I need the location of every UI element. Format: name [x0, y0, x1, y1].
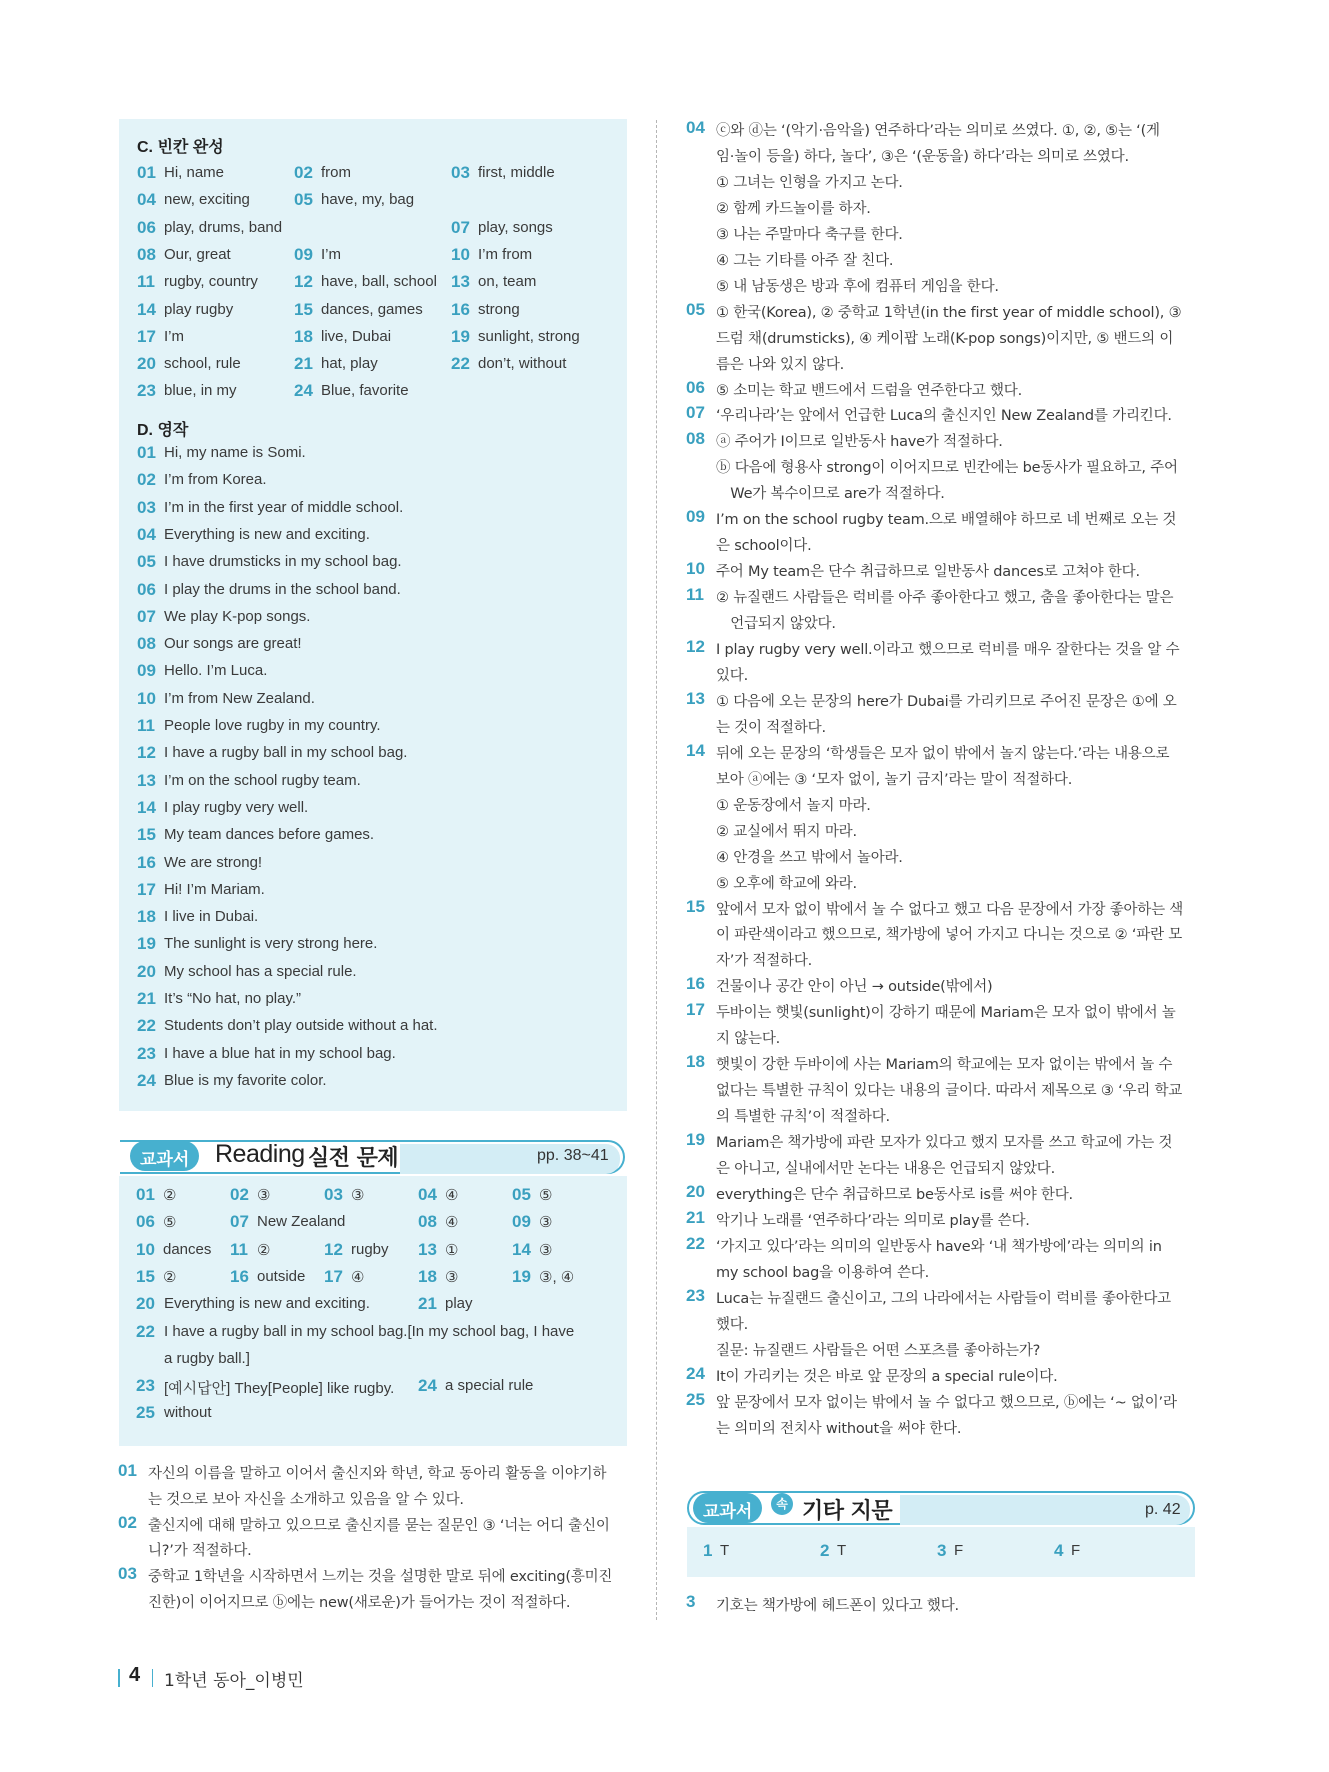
reading-item-answer: ③ — [257, 1187, 271, 1204]
explain-line: 은 school이다. — [716, 538, 812, 555]
c-item-number: 08 — [137, 244, 156, 264]
reading-item-answer-cont: a rugby ball.] — [164, 1349, 250, 1367]
explain-number: 06 — [686, 377, 705, 397]
explain-line: ① 다음에 오는 문장의 here가 Dubai를 가리키므로 주어진 문장은 ①에 오 — [716, 693, 1177, 710]
d-item-sentence: My school has a special rule. — [164, 962, 357, 980]
explain-line: 있다. — [716, 667, 749, 684]
c-item-number: 11 — [137, 272, 155, 292]
reading-item-number: 04 — [418, 1185, 437, 1204]
reading-item-answer: Everything is new and exciting. — [164, 1295, 370, 1313]
c-item-number: 12 — [294, 272, 313, 292]
explain-number: 08 — [686, 429, 705, 449]
reading-item-number: 12 — [324, 1239, 343, 1259]
extra-answer-number: 2 — [820, 1541, 830, 1560]
explain-line: Luca는 뉴질랜드 출신이고, 그의 나라에서는 사람들이 럭비를 좋아한다고 — [716, 1290, 1171, 1307]
c-item-answer: Hi, name — [164, 164, 225, 181]
explain-number: 21 — [686, 1207, 705, 1227]
explain-line: 는 의미의 전치사 without을 써야 한다. — [716, 1420, 962, 1437]
explain-line: 뒤에 오는 문장의 ‘학생들은 모자 없이 밖에서 놀지 않는다.’라는 내용으로 — [716, 745, 1170, 762]
explain-line: ① 운동장에서 놀지 마라. — [716, 797, 871, 814]
d-item-sentence: My team dances before games. — [164, 826, 375, 844]
c-item-number: 20 — [137, 354, 156, 374]
c-item-answer: have, ball, school — [321, 273, 437, 291]
reading-item-number: 13 — [418, 1239, 437, 1259]
c-item-number: 09 — [294, 244, 313, 264]
explain-number: 14 — [686, 740, 705, 760]
d-item-sentence: People love rugby in my country. — [164, 717, 381, 734]
c-item-answer: school, rule — [164, 355, 241, 373]
c-item-number: 13 — [451, 272, 470, 292]
explain-line: 자신의 이름을 말하고 이어서 출신지와 학년, 학교 동아리 활동을 이야기하 — [148, 1466, 607, 1482]
explain-line: 이 파란색이라고 했으므로, 책가방에 넣어 가지고 다니는 것으로 ② ‘파란 모 — [716, 927, 1183, 944]
d-item-number: 18 — [137, 907, 156, 927]
explain-number: 13 — [686, 688, 705, 708]
reading-item-number: 24 — [418, 1376, 437, 1396]
reading-item-answer: ① — [445, 1241, 459, 1259]
d-item-sentence: I have drumsticks in my school bag. — [164, 553, 402, 571]
d-item-number: 11 — [137, 716, 155, 735]
explain-line: I play rugby very well.이라고 했으므로 럭비를 매우 잘한다는 것을 알 수 — [716, 642, 1180, 658]
c-item-answer: have, my, bag — [321, 191, 415, 209]
c-item-number: 05 — [294, 190, 313, 210]
explain-number: 18 — [686, 1052, 705, 1072]
c-item-answer: on, team — [478, 273, 537, 291]
explain-number: 16 — [686, 974, 705, 994]
d-item-sentence: Hello. I’m Luca. — [164, 662, 268, 680]
c-item-number: 01 — [137, 163, 156, 182]
reading-item-answer: ③ — [539, 1241, 553, 1259]
explain-line: It이 가리키는 것은 바로 앞 문장의 a special rule이다. — [716, 1368, 1058, 1385]
explain-line: 지 않는다. — [716, 1031, 781, 1048]
d-item-sentence: I’m on the school rugby team. — [164, 771, 361, 789]
explain-line: 진한)이 이어지므로 ⓑ에는 new(새로운)가 들어가는 것이 적절하다. — [148, 1595, 571, 1611]
explain-number: 22 — [686, 1233, 705, 1253]
reading-item-number: 10 — [136, 1239, 155, 1259]
c-item-number: 22 — [451, 354, 470, 374]
reading-item-answer: ③ — [351, 1187, 365, 1204]
reading-item-answer: New Zealand — [257, 1213, 346, 1231]
extra-note: 기호는 책가방에 헤드폰이 있다고 했다. — [716, 1598, 959, 1614]
explain-number: 19 — [686, 1130, 705, 1150]
explain-number: 01 — [118, 1461, 137, 1480]
reading-item-number: 21 — [418, 1294, 437, 1314]
explain-line: 앞 문장에서 모자 없이는 밖에서 놀 수 없다고 했으므로, ⓑ에는 ‘~ 없이’라 — [716, 1394, 1177, 1411]
d-item-number: 02 — [137, 470, 156, 490]
reading-item-number: 03 — [324, 1185, 343, 1204]
reading-title-ko: 실전 문제 — [308, 1146, 399, 1171]
explain-line: 질문: 뉴질랜드 사람들은 어떤 스포츠를 좋아하는가? — [716, 1342, 1041, 1359]
reading-item-number: 09 — [512, 1212, 531, 1232]
c-item-number: 14 — [137, 299, 156, 319]
c-item-number: 10 — [451, 244, 470, 264]
d-item-number: 14 — [137, 797, 156, 817]
explain-line: ② 교실에서 뛰지 마라. — [716, 823, 857, 840]
explain-line: 의 특별한 규칙’이 적절하다. — [716, 1109, 890, 1126]
c-item-number: 06 — [137, 217, 156, 237]
d-item-sentence: I’m from New Zealand. — [164, 689, 315, 707]
explain-line: 악기나 노래를 ‘연주하다’라는 의미로 play를 쓴다. — [716, 1212, 1030, 1229]
d-item-sentence: Our songs are great! — [164, 635, 302, 653]
reading-item-answer: a special rule — [445, 1377, 534, 1395]
reading-item-answer: ③ — [445, 1268, 459, 1286]
extra-pages: p. 42 — [1145, 1501, 1181, 1518]
reading-item-answer: ② — [163, 1187, 177, 1204]
c-item-answer: rugby, country — [164, 273, 258, 291]
explain-line: 드럼 채(drumsticks), ④ 케이팝 노래(K-pop songs)이지만, ⑤ 밴드의 이 — [716, 330, 1174, 347]
c-item-answer: dances, games — [321, 300, 423, 318]
extra-answer-value: T — [837, 1542, 847, 1559]
explain-line: 는 것이 적절하다. — [716, 719, 826, 736]
extra-answer-value: F — [954, 1542, 964, 1559]
explain-line: everything은 단수 취급하므로 be동사로 is를 써야 한다. — [716, 1186, 1073, 1203]
reading-item-number: 18 — [418, 1266, 437, 1286]
explain-line: 중학교 1학년을 시작하면서 느끼는 것을 설명한 말로 뒤에 exciting(흥미진 — [148, 1569, 613, 1586]
c-item-answer: strong — [478, 300, 520, 318]
reading-item-number: 22 — [136, 1321, 155, 1341]
explain-line: 출신지에 대해 말하고 있으므로 출신지를 묻는 질문인 ③ ‘너는 어디 출신이 — [148, 1517, 610, 1534]
explain-line: ⓑ 다음에 형용사 strong이 이어지므로 빈칸에는 be동사가 필요하고, 주어 — [716, 460, 1178, 477]
explain-line: 앞에서 모자 없이 밖에서 놀 수 없다고 했고 다음 문장에서 가장 좋아하는 색 — [716, 901, 1184, 918]
d-item-number: 08 — [137, 634, 156, 654]
reading-item-answer: [예시답안] They[People] like rugby. — [164, 1380, 395, 1398]
explain-line: ④ 그는 기타를 아주 잘 친다. — [716, 252, 894, 269]
d-item-number: 06 — [137, 579, 156, 599]
d-item-number: 22 — [137, 1016, 156, 1036]
reading-item-number: 02 — [230, 1185, 249, 1204]
explain-number: 09 — [686, 507, 705, 527]
explain-line: ⓐ 주어가 I이므로 일반동사 have가 적절하다. — [716, 434, 1003, 451]
reading-item-number: 07 — [230, 1212, 249, 1232]
explain-line: ① 한국(Korea), ② 중학교 1학년(in the first year of middle school), ③ — [716, 304, 1182, 321]
d-item-number: 05 — [137, 552, 156, 572]
explain-line: my school bag을 이용하여 쓴다. — [716, 1264, 929, 1281]
explain-line: 자’가 적절하다. — [716, 953, 813, 970]
reading-pages: pp. 38~41 — [537, 1147, 609, 1164]
d-item-sentence: I’m from Korea. — [164, 471, 267, 489]
d-item-number: 17 — [137, 879, 156, 899]
d-item-number: 03 — [137, 497, 156, 517]
reading-item-number: 15 — [136, 1266, 155, 1286]
explain-number: 11 — [686, 585, 704, 605]
reading-item-answer: ② — [257, 1241, 271, 1259]
reading-item-number: 25 — [136, 1403, 155, 1423]
d-item-number: 24 — [137, 1070, 156, 1090]
reading-item-answer: outside — [257, 1267, 306, 1285]
explain-line: ② 함께 카드놀이를 하자. — [716, 200, 871, 217]
c-item-answer: sunlight, strong — [478, 327, 580, 345]
explain-line: 은 아니고, 실내에서만 논다는 내용은 언급되지 않았다. — [716, 1161, 1056, 1177]
extra-answer-number: 3 — [937, 1541, 947, 1560]
extra-answer-number: 1 — [703, 1541, 713, 1560]
d-item-sentence: Everything is new and exciting. — [164, 525, 370, 543]
c-item-number: 15 — [294, 299, 313, 319]
reading-item-answer: rugby — [351, 1240, 389, 1258]
d-item-sentence: I have a blue hat in my school bag. — [164, 1044, 396, 1062]
reading-item-number: 23 — [136, 1376, 155, 1396]
reading-item-number: 08 — [418, 1212, 437, 1232]
d-item-sentence: It’s “No hat, no play.” — [164, 990, 302, 1007]
explain-line: ④ 안경을 쓰고 밖에서 놀아라. — [716, 849, 903, 866]
c-item-answer: don’t, without — [478, 355, 567, 373]
reading-item-answer: ④ — [445, 1187, 459, 1204]
d-item-sentence: I have a rugby ball in my school bag. — [164, 744, 408, 762]
d-item-number: 04 — [137, 524, 156, 544]
c-item-number: 02 — [294, 163, 313, 182]
c-item-answer: play rugby — [164, 300, 234, 318]
d-item-number: 19 — [137, 934, 156, 954]
explain-number: 03 — [118, 1564, 137, 1584]
c-item-number: 16 — [451, 299, 470, 319]
explain-line: ⑤ 소미는 학교 밴드에서 드럼을 연주한다고 했다. — [716, 382, 1022, 399]
explain-line: ‘가지고 있다’라는 의미의 일반동사 have와 ‘내 책가방에’라는 의미의 in — [716, 1238, 1162, 1255]
reading-item-answer: ④ — [351, 1268, 365, 1286]
extra-badge-mark — [771, 1493, 793, 1515]
d-item-sentence: I play the drums in the school band. — [164, 580, 401, 598]
extra-note-num: 3 — [686, 1592, 696, 1611]
explain-line: I’m on the school rugby team.으로 배열해야 하므로 네 번째로 오는 것 — [716, 512, 1177, 529]
explain-line: ⓒ와 ⓓ는 ‘(악기·음악을) 연주하다’라는 의미로 쓰였다. ①, ②, ⑤는 ‘(게 — [716, 123, 1160, 139]
explain-line: 임·놀이 등을) 하다, 놀다’, ③은 ‘(운동을) 하다’라는 의미로 쓰였다. — [716, 148, 1129, 165]
explain-line: Mariam은 책가방에 파란 모자가 있다고 했지 모자를 쓰고 학교에 가는 것 — [716, 1135, 1173, 1152]
explain-line: 없다는 특별한 규칙이 있다는 내용의 글이다. 따라서 제목으로 ③ ‘우리 학교 — [716, 1083, 1183, 1100]
c-item-number: 07 — [451, 217, 470, 237]
d-item-sentence: Hi! I’m Mariam. — [164, 880, 265, 898]
c-item-answer: first, middle — [478, 164, 555, 181]
explain-number: 02 — [118, 1512, 137, 1532]
reading-item-answer: dances — [163, 1240, 212, 1258]
c-item-answer: play, drums, band — [164, 218, 283, 236]
explain-line: 는 것으로 보아 자신을 소개하고 있음을 알 수 있다. — [148, 1491, 464, 1508]
c-item-number: 23 — [137, 381, 156, 401]
column-divider — [656, 120, 657, 1620]
explain-line: ‘우리나라’는 앞에서 언급한 Luca의 출신지인 New Zealand를 가리킨다. — [716, 408, 1172, 425]
c-item-answer: Our, great — [164, 245, 231, 263]
explain-line: 보아 ⓐ에는 ③ ‘모자 없이, 놀기 금지’라는 말이 적절하다. — [716, 771, 1073, 788]
explain-line: ⑤ 내 남동생은 방과 후에 컴퓨터 게임을 한다. — [716, 278, 999, 295]
c-item-number: 03 — [451, 163, 470, 182]
reading-item-answer: ③, ④ — [539, 1268, 575, 1286]
reading-item-number: 05 — [512, 1185, 531, 1204]
explain-number: 12 — [686, 637, 705, 656]
reading-item-number: 16 — [230, 1266, 249, 1286]
explain-number: 04 — [686, 118, 705, 137]
section-d-title: D. 영작 — [137, 422, 189, 439]
footer-label: 1학년 동아_이병민 — [164, 1671, 304, 1691]
c-item-answer: new, exciting — [164, 191, 250, 209]
c-item-answer: I’m — [164, 327, 184, 345]
reading-item-number: 14 — [512, 1239, 531, 1259]
d-item-number: 07 — [137, 606, 156, 626]
explain-line: ⑤ 오후에 학교에 와라. — [716, 875, 857, 892]
d-item-number: 13 — [137, 770, 156, 790]
explain-line: 했다. — [716, 1316, 749, 1333]
reading-item-answer: play — [445, 1295, 473, 1313]
c-item-number: 19 — [451, 326, 470, 346]
d-item-sentence: Students don’t play outside without a hat. — [164, 1017, 438, 1035]
explain-number: 23 — [686, 1285, 705, 1305]
extra-badge-mark-text: 속 — [776, 1497, 788, 1511]
explain-line: 름은 나와 있지 않다. — [716, 356, 845, 373]
explain-number: 07 — [686, 403, 705, 423]
d-item-number: 21 — [137, 989, 156, 1008]
c-item-number: 17 — [137, 326, 156, 346]
reading-title-en: Reading — [215, 1140, 305, 1168]
explain-line: 니?’가 적절하다. — [148, 1543, 252, 1560]
explain-number: 17 — [686, 1000, 705, 1020]
reading-item-answer: without — [164, 1404, 212, 1422]
reading-badge: 교과서 — [130, 1141, 199, 1171]
explain-line: ③ 나는 주말마다 축구를 한다. — [716, 226, 903, 243]
reading-item-answer: ③ — [539, 1214, 553, 1232]
d-item-sentence: We are strong! — [164, 853, 263, 871]
reading-item-answer: ② — [163, 1268, 177, 1286]
d-item-number: 15 — [137, 825, 156, 845]
section-c-title: C. 빈칸 완성 — [137, 139, 224, 156]
c-item-number: 04 — [137, 190, 156, 210]
c-item-answer: I’m — [321, 245, 341, 263]
explain-line: We가 복수이므로 are가 적절하다. — [716, 486, 945, 503]
footer-divider — [152, 1669, 153, 1687]
extra-title: 기타 지문 — [802, 1499, 893, 1524]
explain-number: 05 — [686, 299, 705, 319]
c-item-answer: hat, play — [321, 355, 378, 373]
explain-number: 24 — [686, 1363, 705, 1383]
c-item-number: 21 — [294, 354, 313, 374]
d-item-number: 12 — [137, 743, 156, 763]
d-item-number: 09 — [137, 661, 156, 681]
explain-number: 15 — [686, 896, 705, 916]
footer-page-number: 4 — [129, 1664, 141, 1686]
c-item-answer: blue, in my — [164, 382, 237, 400]
c-item-number: 18 — [294, 326, 313, 346]
d-item-sentence: Blue is my favorite color. — [164, 1071, 327, 1089]
extra-answer-number: 4 — [1054, 1541, 1064, 1560]
c-item-answer: Blue, favorite — [321, 382, 409, 400]
reading-item-number: 20 — [136, 1294, 155, 1314]
c-item-answer: I’m from — [478, 245, 533, 263]
extra-answer-value: F — [1071, 1542, 1081, 1559]
explain-line: 언급되지 않았다. — [716, 616, 836, 633]
d-item-number: 10 — [137, 688, 156, 708]
explain-number: 25 — [686, 1389, 705, 1409]
explain-line: 두바이는 햇빛(sunlight)이 강하기 때문에 Mariam은 모자 없이 밖에서 놀 — [716, 1005, 1176, 1022]
d-item-number: 23 — [137, 1043, 156, 1063]
extra-answer-value: T — [720, 1542, 730, 1559]
d-item-sentence: I play rugby very well. — [164, 798, 309, 816]
reading-item-answer: ⑤ — [539, 1187, 553, 1204]
c-item-answer: live, Dubai — [321, 327, 392, 345]
reading-item-number: 19 — [512, 1266, 531, 1286]
footer-bar — [118, 1669, 120, 1687]
reading-item-answer: ④ — [445, 1214, 459, 1232]
reading-item-number: 01 — [136, 1185, 155, 1204]
c-item-number: 24 — [294, 381, 313, 401]
reading-item-answer: I have a rugby ball in my school bag.[In my school bag, I have — [164, 1322, 575, 1340]
d-item-sentence: Hi, my name is Somi. — [164, 444, 306, 461]
c-item-answer: play, songs — [478, 218, 553, 236]
explain-line: ① 그녀는 인형을 가지고 논다. — [716, 174, 903, 191]
extra-badge: 교과서 — [693, 1493, 762, 1523]
explain-number: 20 — [686, 1181, 705, 1201]
reading-item-number: 17 — [324, 1266, 343, 1286]
reading-item-number: 11 — [230, 1239, 248, 1259]
d-item-sentence: We play K-pop songs. — [164, 607, 311, 625]
c-item-answer: from — [321, 164, 351, 181]
d-item-number: 16 — [137, 852, 156, 872]
explain-line: 햇빛이 강한 두바이에 사는 Mariam의 학교에는 모자 없이는 밖에서 놀 수 — [716, 1057, 1173, 1074]
explain-line: 주어 My team은 단수 취급하므로 일반동사 dances로 고쳐야 한다. — [716, 564, 1140, 581]
explain-line: 건물이나 공간 안이 아닌 → outside(밖에서) — [716, 979, 993, 996]
reading-item-number: 06 — [136, 1212, 155, 1232]
explain-number: 10 — [686, 559, 705, 579]
d-item-sentence: I live in Dubai. — [164, 908, 259, 926]
reading-item-answer: ⑤ — [163, 1214, 177, 1232]
d-item-sentence: I’m in the first year of middle school. — [164, 498, 404, 516]
explain-line: ② 뉴질랜드 사람들은 럭비를 아주 좋아한다고 했고, 춤을 좋아한다는 말은 — [716, 590, 1174, 607]
d-item-sentence: The sunlight is very strong here. — [164, 935, 378, 953]
d-item-number: 20 — [137, 961, 156, 981]
d-item-number: 01 — [137, 443, 156, 462]
